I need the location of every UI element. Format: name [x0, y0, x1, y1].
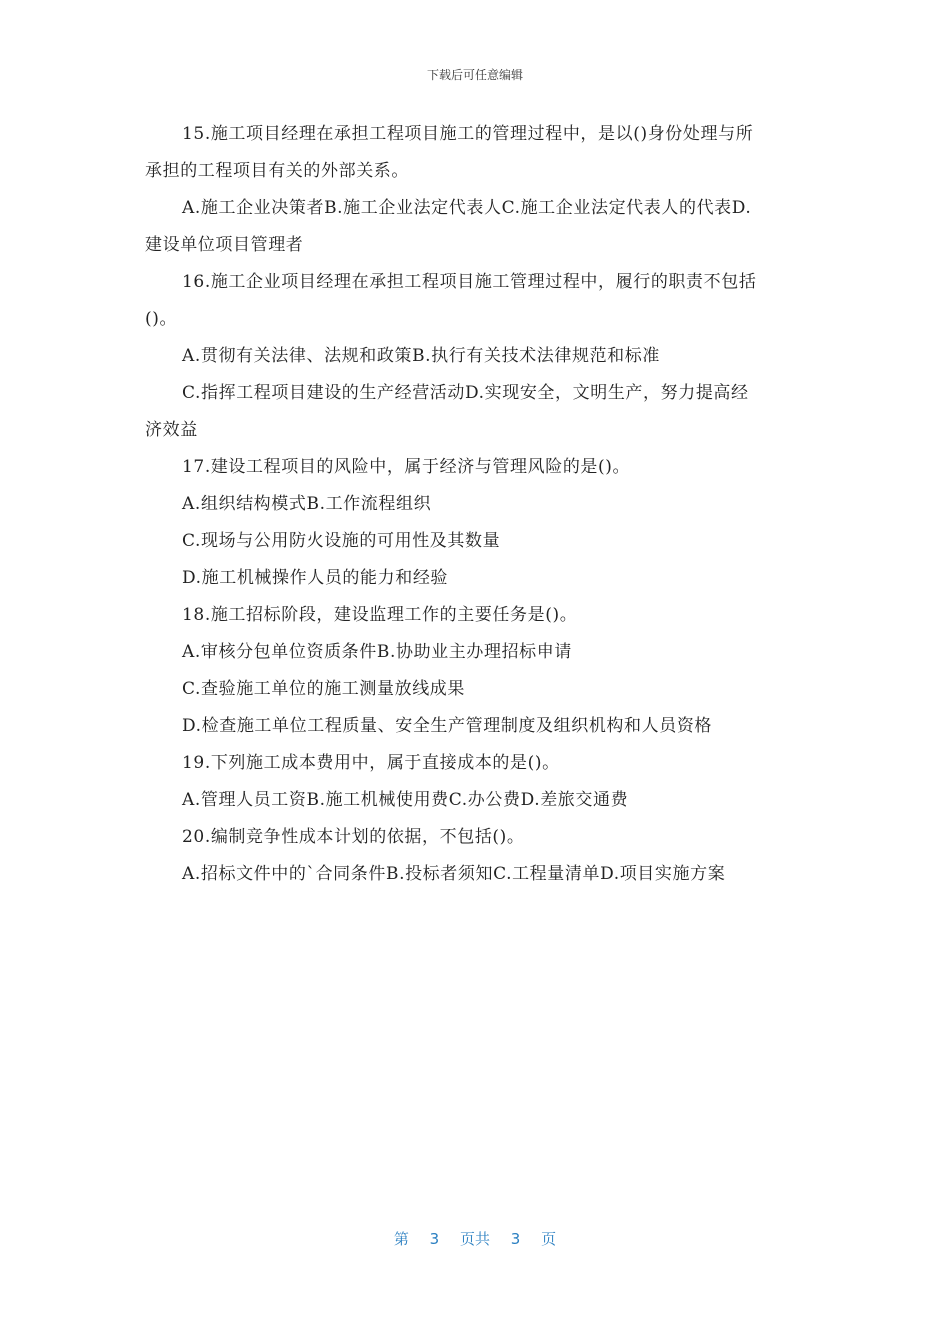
document-body	[145, 116, 807, 893]
text-line: A.审核分包单位资质条件B.协助业主办理招标申请	[182, 642, 572, 662]
page-total: 3	[510, 1230, 521, 1248]
text-line: A.组织结构模式B.工作流程组织	[182, 494, 432, 514]
header-note: 下载后可任意编辑	[426, 68, 523, 82]
text-line: C.指挥工程项目建设的生产经营活动D.实现安全，文明生产，努力提高经	[182, 383, 749, 403]
text-line: 17.建设工程项目的风险中，属于经济与管理风险的是()。	[182, 457, 631, 477]
text-line: 15.施工项目经理在承担工程项目施工的管理过程中，是以()身份处理与所	[182, 124, 754, 144]
text-line: 18.施工招标阶段，建设监理工作的主要任务是()。	[182, 605, 578, 625]
page-prefix: 第	[393, 1230, 409, 1248]
page-middle: 页共	[459, 1230, 490, 1248]
text-line: C.现场与公用防火设施的可用性及其数量	[182, 531, 501, 551]
page-footer	[0, 1228, 950, 1249]
text-line: A.贯彻有关法律、法规和政策B.执行有关技术法律规范和标准	[182, 346, 660, 366]
page-suffix: 页	[541, 1230, 557, 1248]
text-line: 建设单位项目管理者	[145, 235, 304, 255]
text-line: C.查验施工单位的施工测量放线成果	[182, 679, 466, 699]
text-line: 16.施工企业项目经理在承担工程项目施工管理过程中，履行的职责不包括	[182, 272, 757, 292]
text-line: 承担的工程项目有关的外部关系。	[145, 161, 409, 181]
text-line: D.施工机械操作人员的能力和经验	[182, 568, 449, 588]
text-line: 19.下列施工成本费用中，属于直接成本的是()。	[182, 753, 560, 773]
page-current: 3	[429, 1230, 440, 1248]
text-line: 济效益	[145, 420, 198, 440]
text-line: A.管理人员工资B.施工机械使用费C.办公费D.差旅交通费	[182, 790, 629, 810]
text-line: D.检查施工单位工程质量、安全生产管理制度及组织机构和人员资格	[182, 716, 713, 736]
text-line: ()。	[145, 309, 178, 329]
text-line: 20.编制竞争性成本计划的依据，不包括()。	[182, 827, 525, 847]
text-line: A.施工企业决策者B.施工企业法定代表人C.施工企业法定代表人的代表D.	[182, 198, 752, 218]
text-line: A.招标文件中的`合同条件B.投标者须知C.工程量清单D.项目实施方案	[182, 864, 726, 884]
